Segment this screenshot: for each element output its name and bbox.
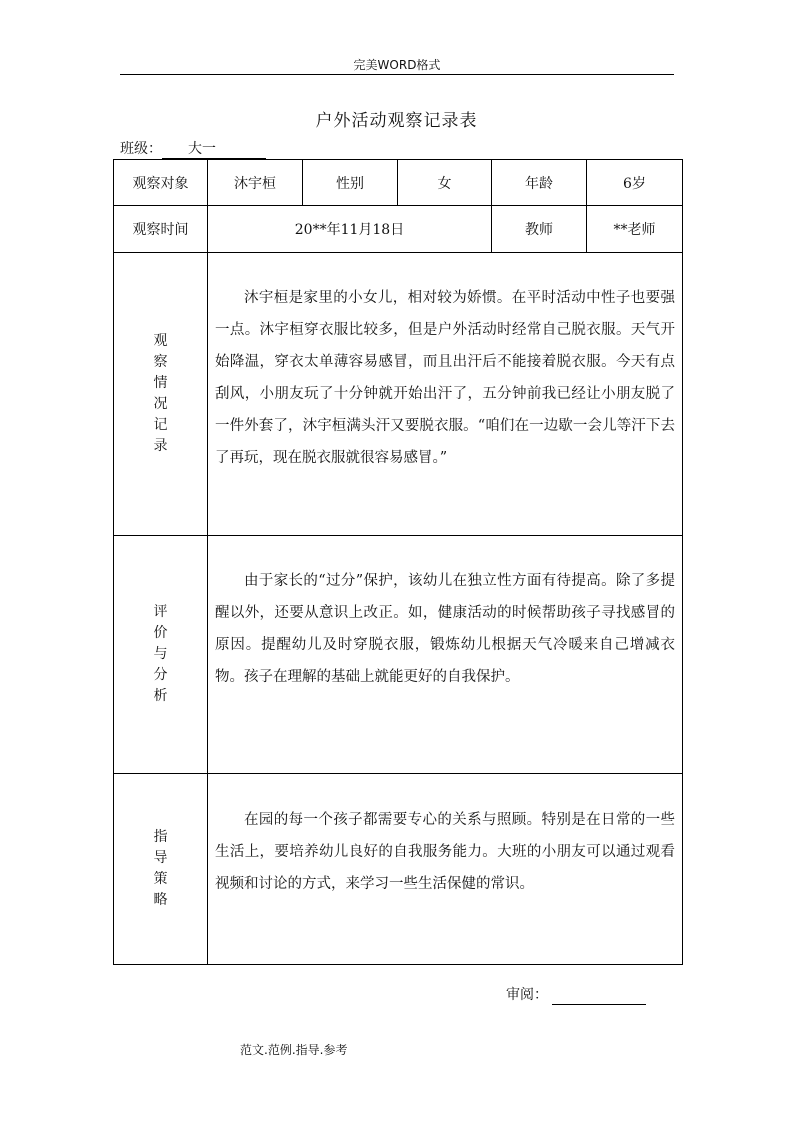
observation-table xyxy=(113,159,683,965)
observation-record-content xyxy=(208,253,683,536)
gender-value: 女 xyxy=(398,160,492,206)
age-value: 6岁 xyxy=(587,160,683,206)
guidance-strategy-text: 在园的每一个孩子都需要专心的关系与照顾。特别是在日常的一些生活上，要培养幼儿良好的自我服务能力。大班的小朋友可以通过观看视频和讨论的方式，来学习一些生活保健的常识。 xyxy=(215,812,675,892)
age-label: 年龄 xyxy=(492,160,587,206)
observation-record-label: 观 察 情 况 记 录 xyxy=(114,253,208,536)
gender-label: 性别 xyxy=(303,160,398,206)
table-row xyxy=(114,160,683,206)
class-label: 班级： xyxy=(120,141,162,157)
review-signature-line xyxy=(552,988,646,1005)
teacher-label: 教师 xyxy=(492,206,587,253)
subject-label: 观察对象 xyxy=(114,160,208,206)
page-footer: 范文.范例.指导.参考 xyxy=(240,1043,348,1057)
table-row xyxy=(114,206,683,253)
class-field xyxy=(120,139,266,159)
time-value: 20**年11月18日 xyxy=(208,206,492,253)
table-row xyxy=(114,536,683,774)
page-header: 完美WORD格式 xyxy=(353,58,441,72)
evaluation-analysis-content xyxy=(208,536,683,774)
observation-record-text: 沐宇桓是家里的小女儿，相对较为娇惯。在平时活动中性子也要强一点。沐宇桓穿衣服比较多，但是户外活动时经常自己脱衣服。天气开始降温，穿衣太单薄容易感冒，而且出汗后不能接着脱衣服。今天有点刮风，小朋友玩了十分钟就开始出汗了，五分钟前我已经让小朋友脱了一件外套了，沐宇桓满头汗又要脱衣服。“咱们在一边歇一会儿等汗下去了再玩，现在脱衣服就很容易感冒。” xyxy=(215,290,675,466)
evaluation-analysis-text: 由于家长的“过分”保护，该幼儿在独立性方面有待提高。除了多提醒以外，还要从意识上改正。如，健康活动的时候帮助孩子寻找感冒的原因。提醒幼儿及时穿脱衣服，锻炼幼儿根据天气冷暖来自己增减衣物。孩子在理解的基础上就能更好的自我保护。 xyxy=(215,573,675,685)
guidance-strategy-label: 指 导 策 略 xyxy=(114,774,208,965)
review-label: 审阅： xyxy=(506,987,548,1003)
header-rule xyxy=(120,74,674,75)
evaluation-analysis-label: 评 价 与 分 析 xyxy=(114,536,208,774)
page-title: 户外活动观察记录表 xyxy=(315,111,478,131)
guidance-strategy-content xyxy=(208,774,683,965)
teacher-value: **老师 xyxy=(587,206,683,253)
review-field xyxy=(506,985,646,1005)
table-row xyxy=(114,253,683,536)
table-row xyxy=(114,774,683,965)
time-label: 观察时间 xyxy=(114,206,208,253)
subject-value: 沐宇桓 xyxy=(208,160,303,206)
class-value: 大一 xyxy=(162,140,266,159)
